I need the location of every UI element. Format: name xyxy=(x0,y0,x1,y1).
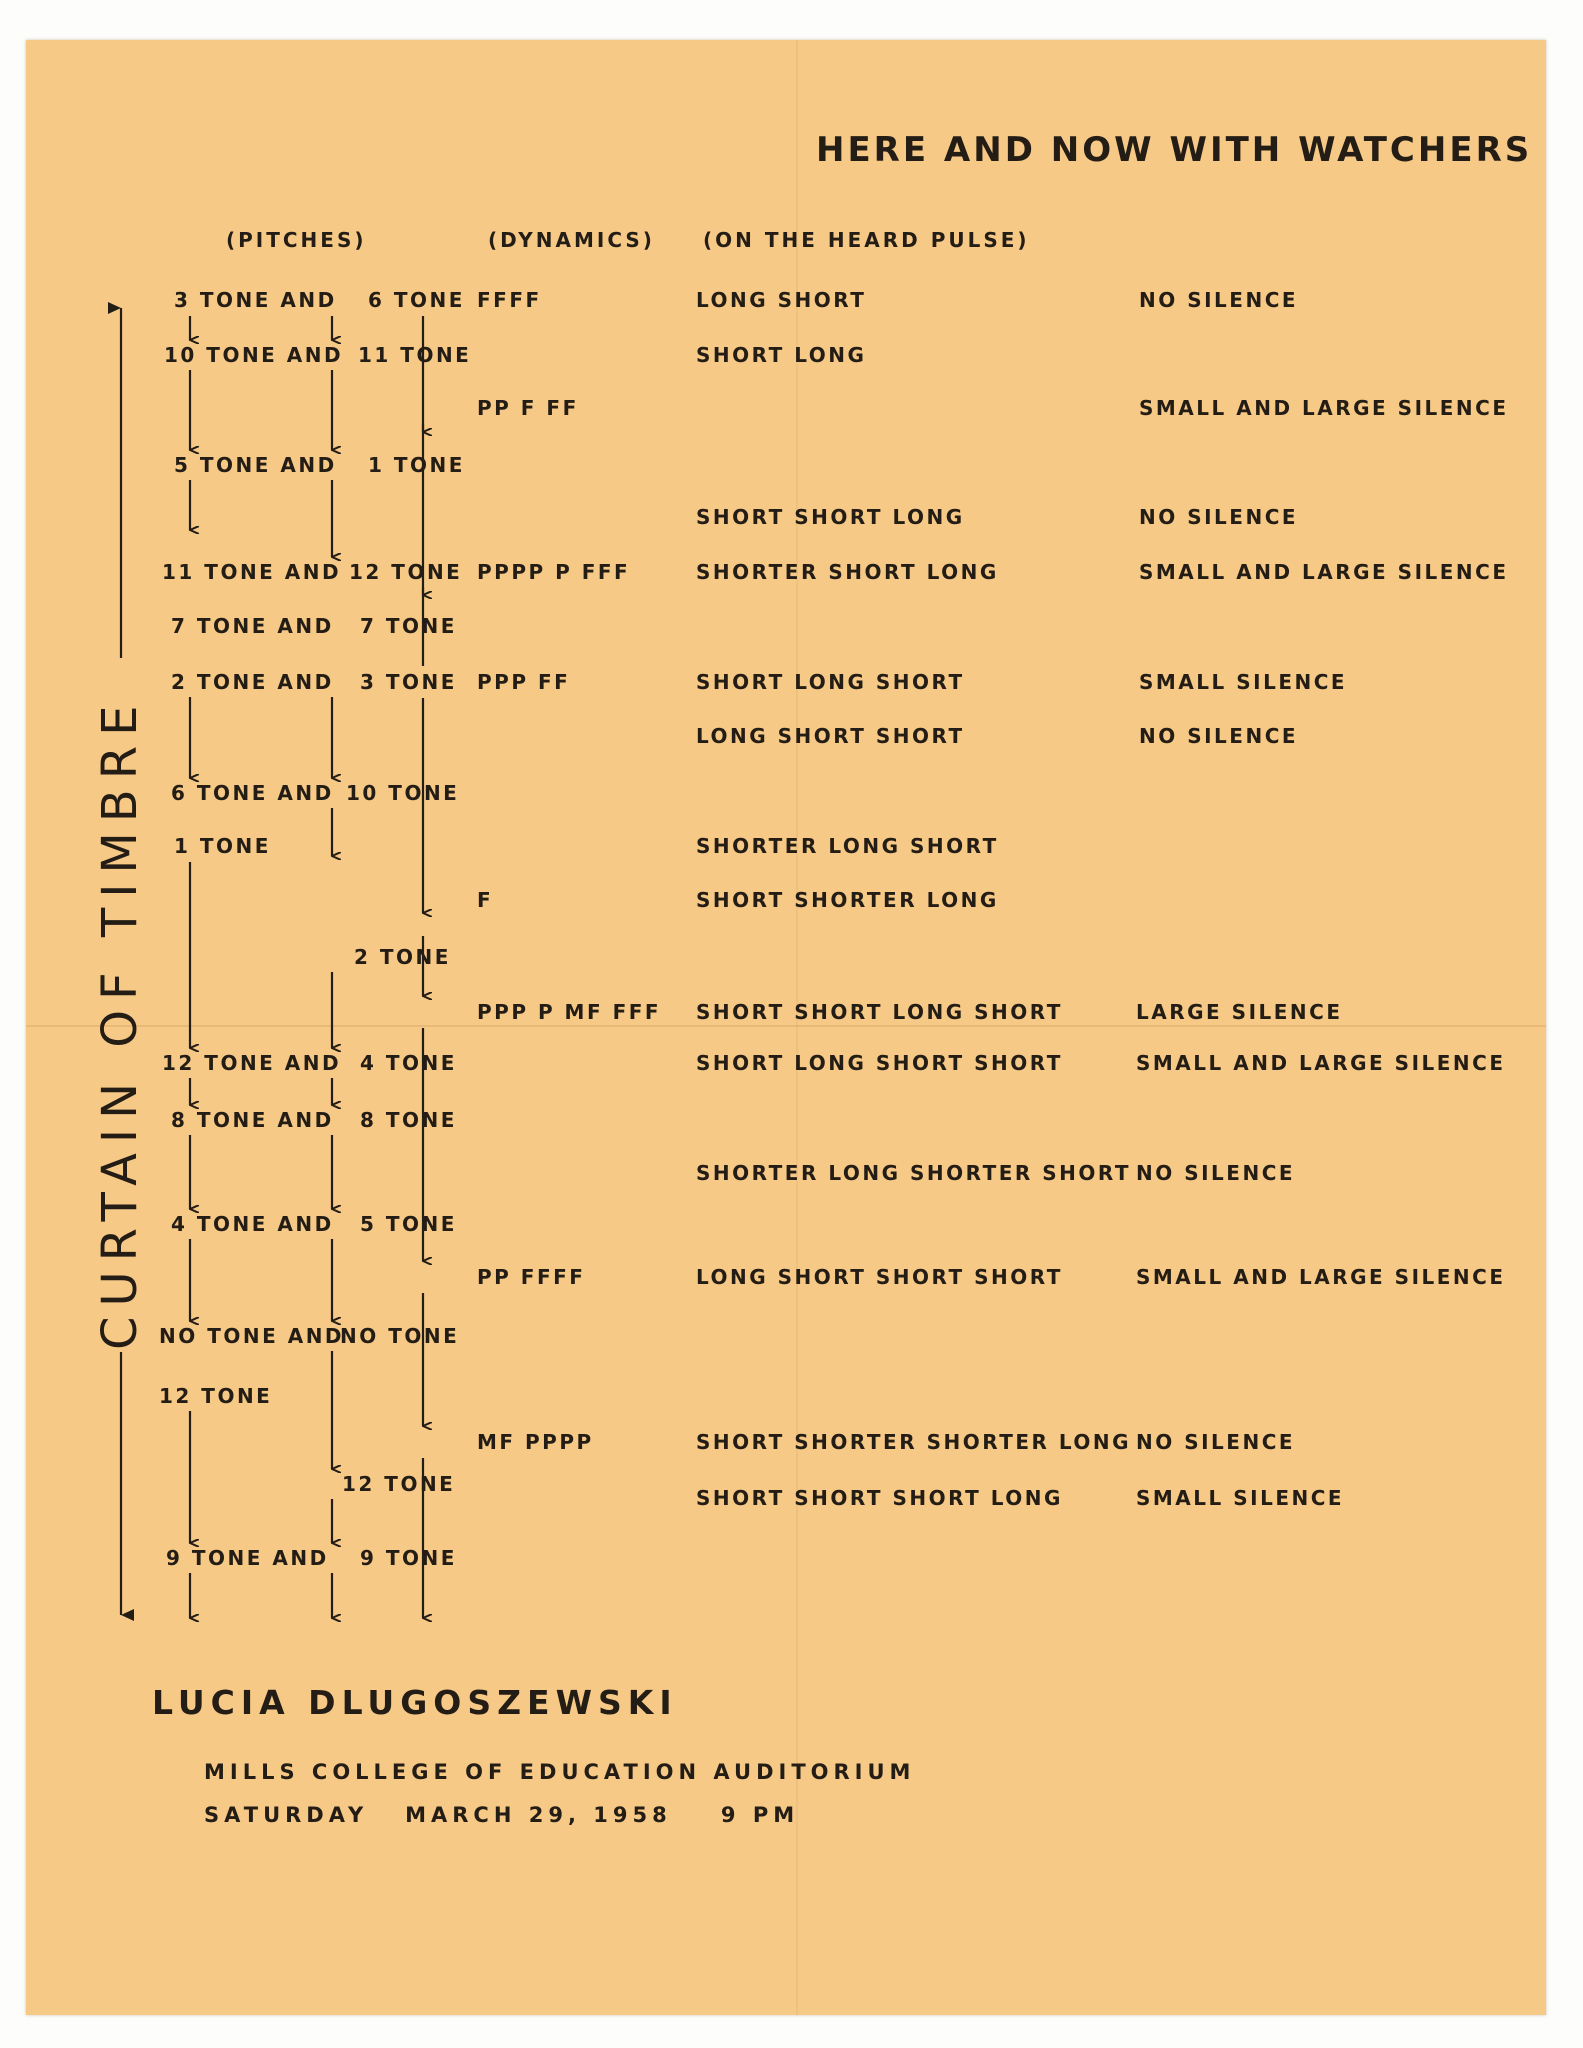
silence-marking: LARGE SILENCE xyxy=(1136,1000,1343,1024)
pitch-right: 5 TONE xyxy=(360,1212,457,1236)
pulse-pattern: SHORTER SHORT LONG xyxy=(696,560,999,584)
pitch-left: 4 TONE AND xyxy=(171,1212,334,1236)
pitch-right: 3 TONE xyxy=(360,670,457,694)
pitch-right: 2 TONE xyxy=(354,945,451,969)
pitch-right: 7 TONE xyxy=(360,614,457,638)
silence-marking: NO SILENCE xyxy=(1139,505,1299,529)
silence-marking: SMALL AND LARGE SILENCE xyxy=(1139,560,1509,584)
silence-marking: NO SILENCE xyxy=(1136,1430,1296,1454)
composer-name: LUCIA DLUGOSZEWSKI xyxy=(152,1683,678,1722)
pitch-right: 12 TONE xyxy=(349,560,463,584)
pulse-pattern: SHORTER LONG SHORT xyxy=(696,834,999,858)
pitch-left: 10 TONE AND xyxy=(164,343,344,367)
pulse-pattern: SHORT SHORT LONG SHORT xyxy=(696,1000,1063,1024)
header-pitches: (PITCHES) xyxy=(226,228,367,252)
page-title: HERE AND NOW WITH WATCHERS xyxy=(816,130,1533,170)
dynamics-marking: PP FFFF xyxy=(477,1265,586,1289)
pitch-left: 3 TONE AND xyxy=(174,288,337,312)
dynamics-marking: FFFF xyxy=(477,288,542,312)
pulse-pattern: SHORT LONG SHORT xyxy=(696,670,965,694)
pitch-right: 6 TONE xyxy=(368,288,465,312)
dynamics-marking: PPP P MF FFF xyxy=(477,1000,662,1024)
pulse-pattern: LONG SHORT xyxy=(696,288,867,312)
pulse-pattern: SHORTER LONG SHORTER SHORT xyxy=(696,1161,1132,1185)
pitch-right: 12 TONE xyxy=(342,1472,456,1496)
silence-marking: SMALL AND LARGE SILENCE xyxy=(1136,1051,1506,1075)
pitch-left: 8 TONE AND xyxy=(171,1108,334,1132)
silence-marking: SMALL SILENCE xyxy=(1136,1486,1345,1510)
dynamics-marking: F xyxy=(477,888,494,912)
pitch-left: 6 TONE AND xyxy=(171,781,334,805)
dynamics-marking: PP F FF xyxy=(477,396,579,420)
pulse-pattern: SHORT SHORTER SHORTER LONG xyxy=(696,1430,1132,1454)
pitch-left: 11 TONE AND xyxy=(162,560,342,584)
pulse-pattern: SHORT LONG xyxy=(696,343,867,367)
silence-marking: NO SILENCE xyxy=(1136,1161,1296,1185)
pitch-left: 1 TONE xyxy=(174,834,271,858)
pulse-pattern: LONG SHORT SHORT SHORT xyxy=(696,1265,1063,1289)
pitch-right: 4 TONE xyxy=(360,1051,457,1075)
pitch-left: 2 TONE AND xyxy=(171,670,334,694)
pulse-pattern: SHORT LONG SHORT SHORT xyxy=(696,1051,1063,1075)
pitch-right: NO TONE xyxy=(340,1324,460,1348)
header-pulse: (ON THE HEARD PULSE) xyxy=(703,228,1030,252)
dynamics-marking: MF PPPP xyxy=(477,1430,594,1454)
pulse-pattern: SHORT SHORTER LONG xyxy=(696,888,999,912)
silence-marking: NO SILENCE xyxy=(1139,288,1299,312)
pitch-right: 8 TONE xyxy=(360,1108,457,1132)
pulse-pattern: SHORT SHORT LONG xyxy=(696,505,965,529)
pitch-left: NO TONE AND xyxy=(159,1324,345,1348)
silence-marking: SMALL SILENCE xyxy=(1139,670,1348,694)
pitch-right: 11 TONE xyxy=(358,343,472,367)
pitch-right: 10 TONE xyxy=(346,781,460,805)
pitch-left: 12 TONE xyxy=(159,1384,273,1408)
pitch-right: 1 TONE xyxy=(368,453,465,477)
pitch-left: 9 TONE AND xyxy=(166,1546,329,1570)
pitch-left: 12 TONE AND xyxy=(162,1051,342,1075)
venue: MILLS COLLEGE OF EDUCATION AUDITORIUM xyxy=(204,1760,916,1784)
pulse-pattern: SHORT SHORT SHORT LONG xyxy=(696,1486,1063,1510)
silence-marking: NO SILENCE xyxy=(1139,724,1299,748)
pitch-left: 7 TONE AND xyxy=(171,614,334,638)
pulse-pattern: LONG SHORT SHORT xyxy=(696,724,965,748)
flow-arrows xyxy=(26,40,1546,2015)
event-date: SATURDAY MARCH 29, 1958 9 PM xyxy=(204,1803,800,1827)
silence-marking: SMALL AND LARGE SILENCE xyxy=(1139,396,1509,420)
header-dynamics: (DYNAMICS) xyxy=(488,228,655,252)
dynamics-marking: PPP FF xyxy=(477,670,571,694)
dynamics-marking: PPPP P FFF xyxy=(477,560,631,584)
silence-marking: SMALL AND LARGE SILENCE xyxy=(1136,1265,1506,1289)
curtain-of-timbre-label: CURTAIN OF TIMBRE xyxy=(92,695,148,1350)
program-sheet xyxy=(26,40,1546,2015)
pitch-left: 5 TONE AND xyxy=(174,453,337,477)
pitch-right: 9 TONE xyxy=(360,1546,457,1570)
